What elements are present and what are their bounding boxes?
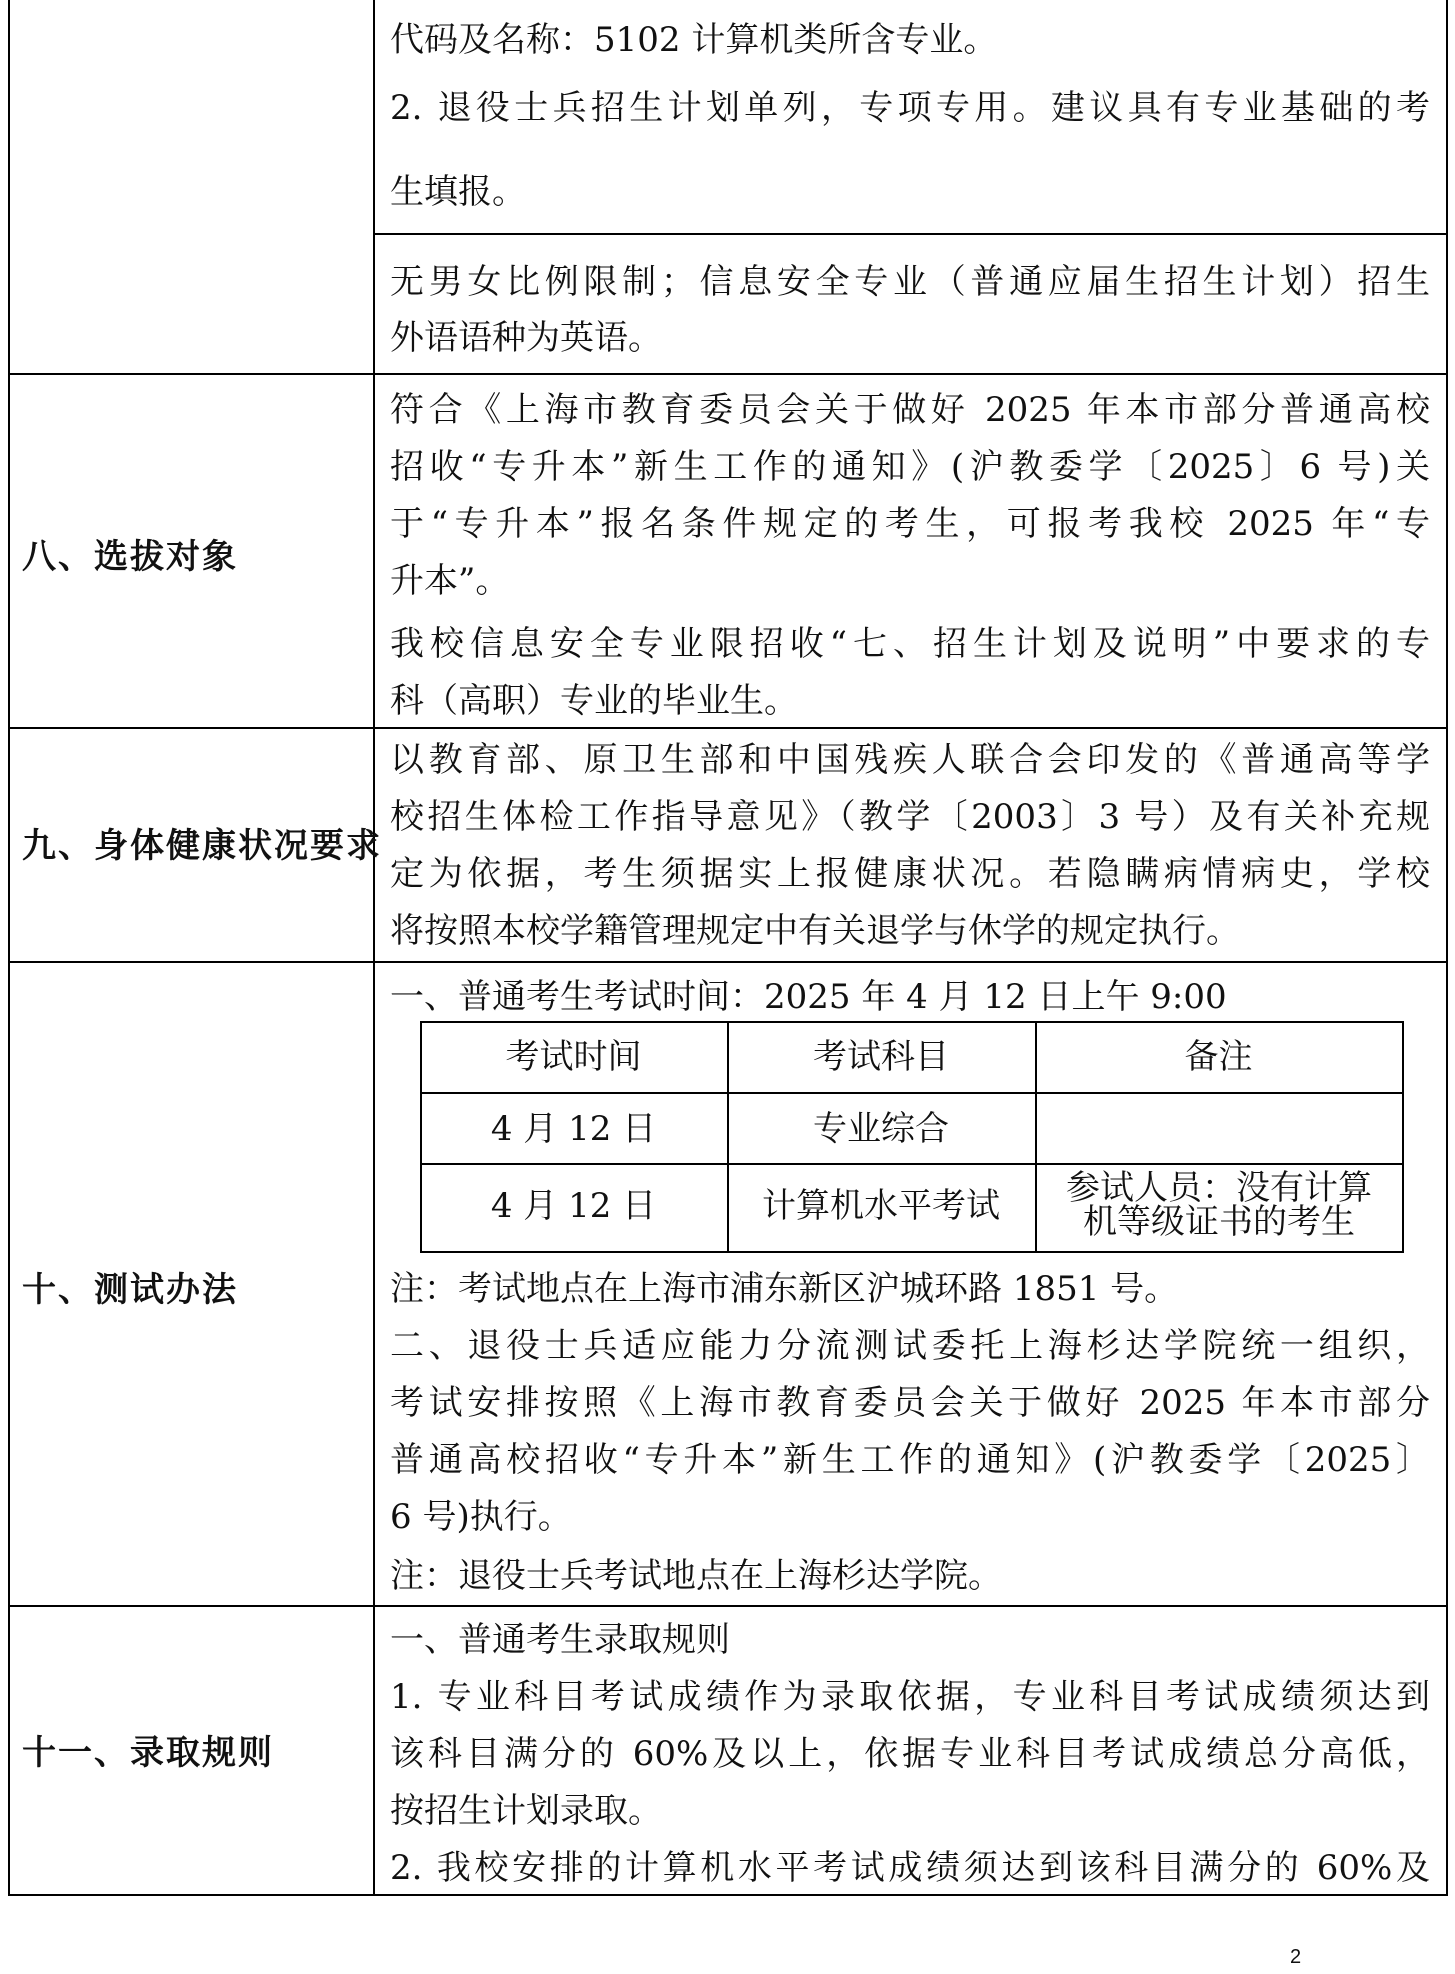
text-line: 科（高职）专业的毕业生。 xyxy=(390,681,798,721)
inner-border xyxy=(420,1021,1404,1023)
table-bottom-border xyxy=(8,1894,1448,1896)
section-label-testing: 十、测试办法 xyxy=(22,1270,238,1310)
text-line: 生填报。 xyxy=(390,172,526,212)
row-divider xyxy=(8,1605,1448,1607)
exam-schedule-table xyxy=(420,1021,1404,1253)
header-cell: 备注 xyxy=(1184,1037,1253,1077)
text-line: 校招生体检工作指导意见》（教学〔2003〕3 号）及有关补充规 xyxy=(390,797,1430,837)
text-line: 一、普通考生录取规则 xyxy=(390,1620,730,1660)
row-divider xyxy=(373,233,1448,235)
text-line: 代码及名称：5102 计算机类所含专业。 xyxy=(390,20,998,60)
inner-border xyxy=(1402,1021,1404,1253)
text-line: 外语语种为英语。 xyxy=(390,318,662,358)
text-line: 升本”。 xyxy=(390,561,510,601)
text-line: 符合《上海市教育委员会关于做好 2025 年本市部分普通高校 xyxy=(390,390,1430,430)
text-line: 二、退役士兵适应能力分流测试委托上海杉达学院统一组织， xyxy=(390,1326,1430,1366)
table-cell: 4 月 12 日 xyxy=(490,1186,657,1226)
text-line: 该科目满分的 60%及以上，依据专业科目考试成绩总分高低， xyxy=(390,1734,1430,1774)
inner-border xyxy=(420,1251,1404,1253)
exam-time-intro: 一、普通考生考试时间：2025 年 4 月 12 日上午 9:00 xyxy=(390,977,1227,1017)
table-cell: 4 月 12 日 xyxy=(490,1109,657,1149)
text-line: 于“专升本”报名条件规定的考生，可报考我校 2025 年“专 xyxy=(390,504,1430,544)
text-line: 我校信息安全专业限招收“七、招生计划及说明”中要求的专 xyxy=(390,624,1430,664)
text-line: 无男女比例限制；信息安全专业（普通应届生招生计划）招生 xyxy=(390,262,1430,302)
table-column-divider xyxy=(373,0,375,1896)
header-cell: 考试科目 xyxy=(813,1037,949,1077)
table-cell: 参试人员：没有计算机等级证书的考生 xyxy=(1066,1168,1372,1242)
page-number: 2 xyxy=(1290,1946,1302,1968)
text-line: 注：考试地点在上海市浦东新区沪城环路 1851 号。 xyxy=(390,1269,1179,1309)
text-line: 普通高校招收“专升本”新生工作的通知》(沪教委学〔2025〕 xyxy=(390,1440,1430,1480)
section-label-admission: 十一、录取规则 xyxy=(22,1733,274,1773)
text-line: 2. 我校安排的计算机水平考试成绩须达到该科目满分的 60%及 xyxy=(390,1848,1430,1888)
text-line: 定为依据，考生须据实上报健康状况。若隐瞒病情病史，学校 xyxy=(390,854,1430,894)
row-divider xyxy=(8,961,1448,963)
row-divider xyxy=(8,727,1448,729)
section-label-selection: 八、选拔对象 xyxy=(22,537,238,577)
text-line: 以教育部、原卫生部和中国残疾人联合会印发的《普通高等学 xyxy=(390,740,1430,780)
text-line: 按招生计划录取。 xyxy=(390,1791,662,1831)
text-line: 招收“专升本”新生工作的通知》(沪教委学〔2025〕6 号)关 xyxy=(390,447,1430,487)
inner-border xyxy=(420,1092,1404,1094)
text-line: 考试安排按照《上海市教育委员会关于做好 2025 年本市部分 xyxy=(390,1383,1430,1423)
text-line: 1. 专业科目考试成绩作为录取依据，专业科目考试成绩须达到 xyxy=(390,1677,1430,1717)
header-cell: 考试时间 xyxy=(505,1037,642,1077)
row-divider xyxy=(8,373,1448,375)
text-line: 注：退役士兵考试地点在上海杉达学院。 xyxy=(390,1556,1002,1596)
table-right-border xyxy=(1446,0,1448,1896)
table-left-border xyxy=(8,0,10,1896)
text-line: 6 号)执行。 xyxy=(390,1497,572,1537)
inner-border xyxy=(420,1163,1404,1165)
text-line: 2. 退役士兵招生计划单列，专项专用。建议具有专业基础的考 xyxy=(390,88,1430,128)
text-line: 将按照本校学籍管理规定中有关退学与休学的规定执行。 xyxy=(390,911,1240,951)
table-cell: 计算机水平考试 xyxy=(762,1186,1000,1226)
section-label-health: 九、身体健康状况要求 xyxy=(22,826,382,866)
table-cell: 专业综合 xyxy=(813,1109,949,1149)
